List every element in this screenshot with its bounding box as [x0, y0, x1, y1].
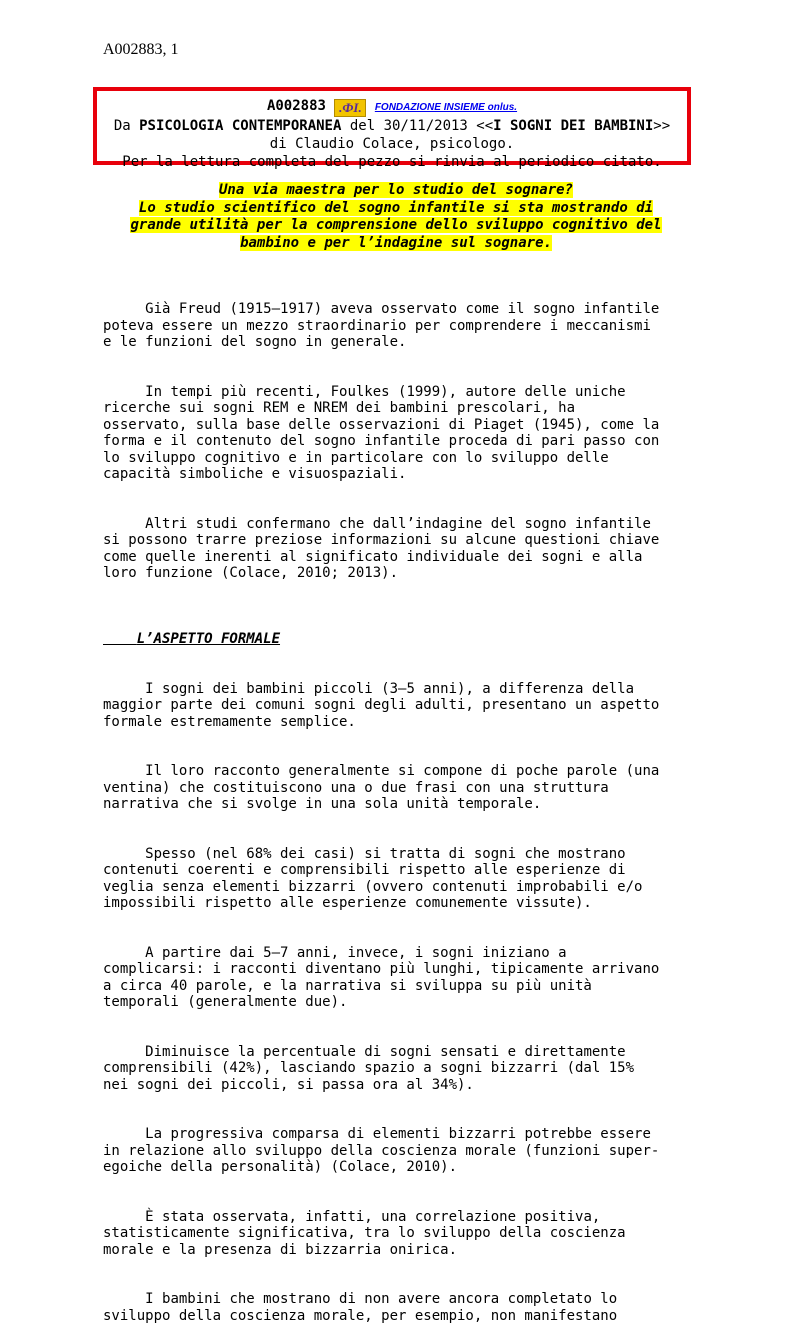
- paragraph: I sogni dei bambini piccoli (3–5 anni), a differenza della maggior parte dei comuni sogni degli adulti, presentano un aspetto formale estremamente semplice.: [103, 680, 660, 730]
- page-id: A002883, 1: [103, 41, 179, 58]
- headline-line-4: bambino e per l’indagine sul sognare.: [240, 234, 552, 251]
- magazine-name: PSICOLOGIA CONTEMPORANEA: [139, 118, 342, 134]
- paragraph: Altri studi confermano che dall’indagine del sogno infantile si possono trarre preziose informazioni su alcune questioni chiave come quelle inerenti al significato individuale dei sogni e alla loro funzione (Colace, 2010; 2013).: [103, 515, 660, 581]
- paragraph: In tempi più recenti, Foulkes (1999), autore delle uniche ricerche sui sogni REM e NREM dei bambini prescolari, ha osservato, sulla base delle osservazioni di Piaget (1945), come la forma e il contenuto del sogno infantile proceda di pari passo con lo sviluppo cognitivo e in particolare con lo sviluppo delle capacità simboliche e visuospaziali.: [103, 383, 660, 482]
- paragraph: I bambini che mostrano di non avere ancora completato lo sviluppo della coscienza morale, per esempio, non manifestano: [103, 1291, 618, 1324]
- paragraph: È stata osservata, infatti, una correlazione positiva, statisticamente significativa, tra lo sviluppo della coscienza morale e la presenza di bizzarria onirica.: [103, 1208, 626, 1258]
- paragraph: A partire dai 5–7 anni, invece, i sogni iniziano a complicarsi: i racconti diventano più lunghi, tipicamente arrivano a circa 40 parole, e la narrativa si sviluppa su più unità temporali (generalmente due).: [103, 944, 660, 1010]
- paragraph: Già Freud (1915–1917) aveva osservato come il sogno infantile poteva essere un mezzo straordinario per comprendere i meccanismi e le funzioni del sogno in generale.: [103, 301, 660, 350]
- title-close: >>: [653, 118, 671, 134]
- publication-date: del 30/11/2013 <<: [341, 118, 494, 134]
- headline-line-3: grande utilità per la comprensione dello sviluppo cognitivo del: [130, 217, 662, 233]
- author-line: di Claudio Colace, psicologo.: [269, 136, 515, 152]
- header-line-1: [97, 97, 687, 117]
- paragraph: Spesso (nel 68% dei casi) si tratta di sogni che mostrano contenuti coerenti e comprensibili rispetto alle esperienze di veglia senza elementi bizzarri (ovvero contenuti improbabili e/o impossibili rispetto alle esperienze comunemente vissute).: [103, 845, 643, 911]
- foundation-link[interactable]: FONDAZIONE INSIEME onlus.: [374, 102, 518, 113]
- source-prefix: Da: [113, 118, 140, 134]
- header-box: [93, 87, 691, 170]
- section-title: L’ASPETTO FORMALE: [136, 631, 281, 647]
- header-line-2: [97, 117, 687, 135]
- document-code: A002883: [266, 98, 326, 114]
- paragraph: Il loro racconto generalmente si compone di poche parole (una ventina) che costituiscono una o due frasi con una struttura narrativa che si svolge in una sola unità temporale.: [103, 763, 660, 812]
- foundation-logo-icon: .ФI.: [334, 99, 366, 117]
- paragraph: La progressiva comparsa di elementi bizzarri potrebbe essere in relazione allo sviluppo della coscienza morale (funzioni super- egoiche della personalità) (Colace, 2010).: [103, 1126, 660, 1175]
- headline: [100, 182, 692, 252]
- note-line: Per la lettura completa del pezzo si rinvia al periodico citato.: [122, 154, 662, 170]
- headline-line-1: Una via maestra per lo studio del sognare?: [218, 182, 573, 198]
- paragraph: Diminuisce la percentuale di sogni sensati e direttamente comprensibili (42%), lasciando spazio a sogni bizzarri (dal 15% nei sogni dei piccoli, si passa ora al 34%).: [103, 1043, 635, 1093]
- headline-line-2: Lo studio scientifico del sogno infantile si sta mostrando di: [138, 199, 654, 216]
- article-body: [103, 268, 698, 1341]
- article-title: I SOGNI DEI BAMBINI: [493, 118, 654, 134]
